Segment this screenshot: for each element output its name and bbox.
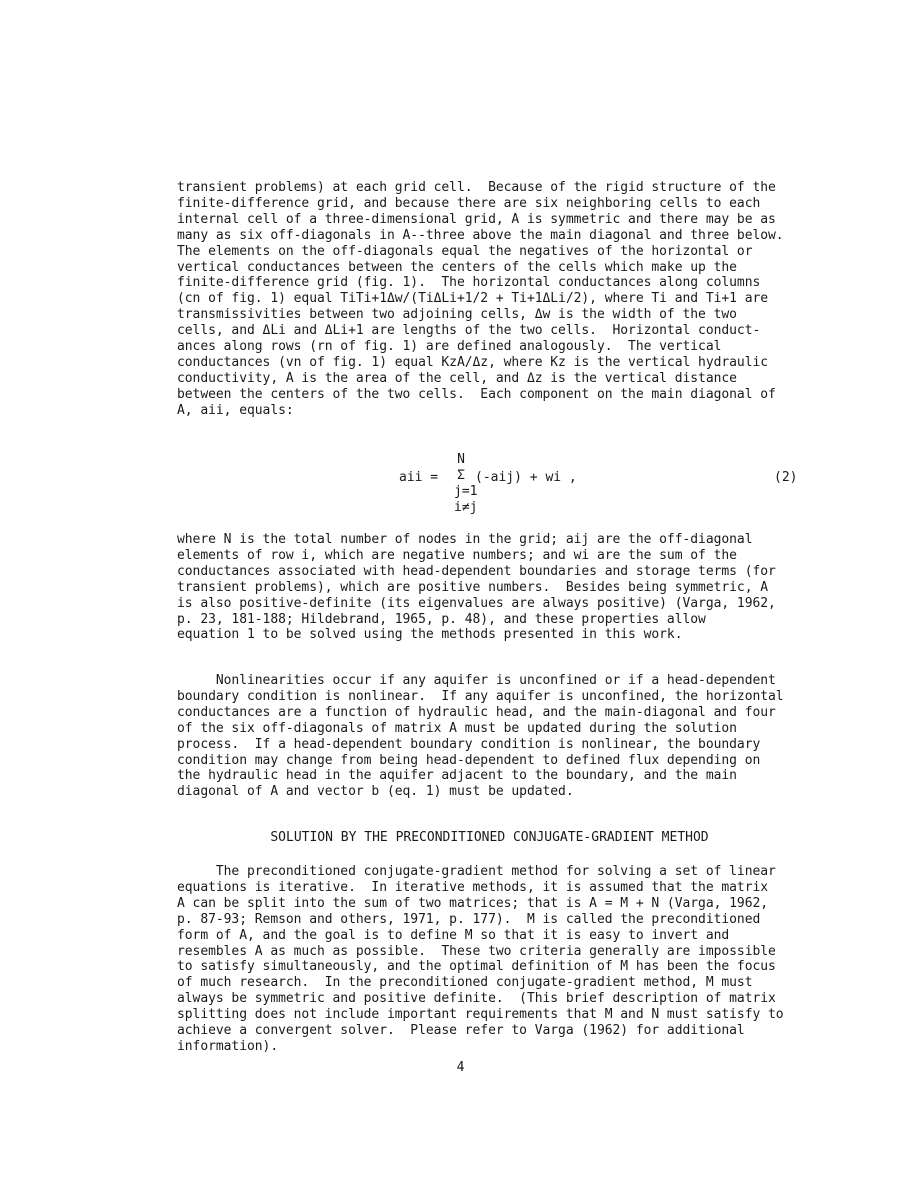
line: conductivity, A is the area of the cell, and Δz is the vertical distance — [177, 370, 737, 386]
line: diagonal of A and vector b (eq. 1) must be updated. — [177, 784, 574, 800]
line: conductances are a function of hydraulic head, and the main-diagonal and four — [177, 704, 776, 720]
line: internal cell of a three-dimensional grid, A is symmetric and there may be as — [177, 211, 776, 227]
equation-2 — [177, 452, 802, 518]
line: boundary condition is nonlinear. If any aquifer is unconfined, the horizontal — [177, 688, 784, 704]
line: between the centers of the two cells. Each component on the main diagonal of — [177, 386, 776, 402]
line: conductances (vn of fig. 1) equal KzA/Δz, where Kz is the vertical hydraulic — [177, 354, 769, 370]
line: resembles A as much as possible. These two criteria generally are impossible — [177, 943, 776, 959]
sum-condition: i≠j — [454, 500, 478, 515]
equation-rhs: (-aij) + wi , — [475, 470, 577, 485]
line: (cn of fig. 1) equal TiTi+1Δw/(TiΔLi+1/2 + Ti+1ΔLi/2), where Ti and Ti+1 are — [177, 291, 769, 307]
line: equation 1 to be solved using the methods presented in this work. — [177, 627, 683, 643]
line: finite-difference grid, and because there are six neighboring cells to each — [177, 195, 761, 211]
line: is also positive-definite (its eigenvalues are always positive) (Varga, 1962, — [177, 595, 776, 611]
line: achieve a convergent solver. Please refer to Varga (1962) for additional — [177, 1023, 745, 1039]
line: transient problems) at each grid cell. Because of the rigid structure of the — [177, 180, 776, 195]
line: the hydraulic head in the aquifer adjacent to the boundary, and the main — [177, 768, 737, 784]
sum-sigma: Σ — [457, 468, 465, 483]
line: process. If a head-dependent boundary condition is nonlinear, the boundary — [177, 736, 761, 752]
line: p. 87-93; Remson and others, 1971, p. 177). M is called the preconditioned — [177, 911, 761, 927]
paragraph-definitions — [177, 532, 802, 643]
line: The preconditioned conjugate-gradient method for solving a set of linear — [177, 864, 776, 879]
line: to satisfy simultaneously, and the optimal definition of M has been the focus — [177, 959, 776, 975]
line: elements of row i, which are negative numbers; and wi are the sum of the — [177, 547, 737, 563]
sum-lower-limit: j=1 — [454, 484, 478, 499]
line: A, aii, equals: — [177, 402, 294, 418]
line: of the six off-diagonals of matrix A must be updated during the solution — [177, 720, 737, 736]
line: where N is the total number of nodes in the grid; aij are the off-diagonal — [177, 532, 753, 547]
page-number: 4 — [456, 1060, 465, 1075]
paragraph-matrix-structure — [177, 180, 802, 419]
line: A can be split into the sum of two matrices; that is A = M + N (Varga, 1962, — [177, 895, 769, 911]
line: always be symmetric and positive definite. (This brief description of matrix — [177, 991, 776, 1007]
paragraph-nonlinearities — [177, 673, 802, 800]
line: The elements on the off-diagonals equal the negatives of the horizontal or — [177, 243, 753, 259]
line: transmissivities between two adjoining cells, Δw is the width of the two — [177, 307, 737, 323]
paragraph-pcg-method — [177, 864, 802, 1055]
line: equations is iterative. In iterative methods, it is assumed that the matrix — [177, 879, 769, 895]
section-heading: SOLUTION BY THE PRECONDITIONED CONJUGATE-GRADIENT METHOD — [270, 830, 709, 845]
line: cells, and ΔLi and ΔLi+1 are lengths of the two cells. Horizontal conduct- — [177, 323, 761, 339]
line: ances along rows (rn of fig. 1) are defined analogously. The vertical — [177, 339, 722, 355]
line: of much research. In the preconditioned conjugate-gradient method, M must — [177, 975, 753, 991]
line: condition may change from being head-dependent to defined flux depending on — [177, 752, 761, 768]
equation-lhs: aii = — [399, 470, 439, 485]
summation-symbol — [454, 452, 478, 516]
sum-upper-limit: N — [457, 452, 465, 467]
line: transient problems), which are positive numbers. Besides being symmetric, A — [177, 579, 769, 595]
line: many as six off-diagonals in A--three above the main diagonal and three below. — [177, 227, 784, 243]
equation-number: (2) — [774, 470, 798, 485]
line: information). — [177, 1038, 279, 1054]
line: form of A, and the goal is to define M so that it is easy to invert and — [177, 927, 730, 943]
line: conductances associated with head-dependent boundaries and storage terms (for — [177, 563, 776, 579]
line: finite-difference grid (fig. 1). The horizontal conductances along columns — [177, 275, 761, 291]
line: p. 23, 181-188; Hildebrand, 1965, p. 48), and these properties allow — [177, 611, 706, 627]
line: splitting does not include important requirements that M and N must satisfy to — [177, 1007, 784, 1023]
line: vertical conductances between the centers of the cells which make up the — [177, 259, 737, 275]
line: Nonlinearities occur if any aquifer is unconfined or if a head-dependent — [177, 673, 776, 688]
